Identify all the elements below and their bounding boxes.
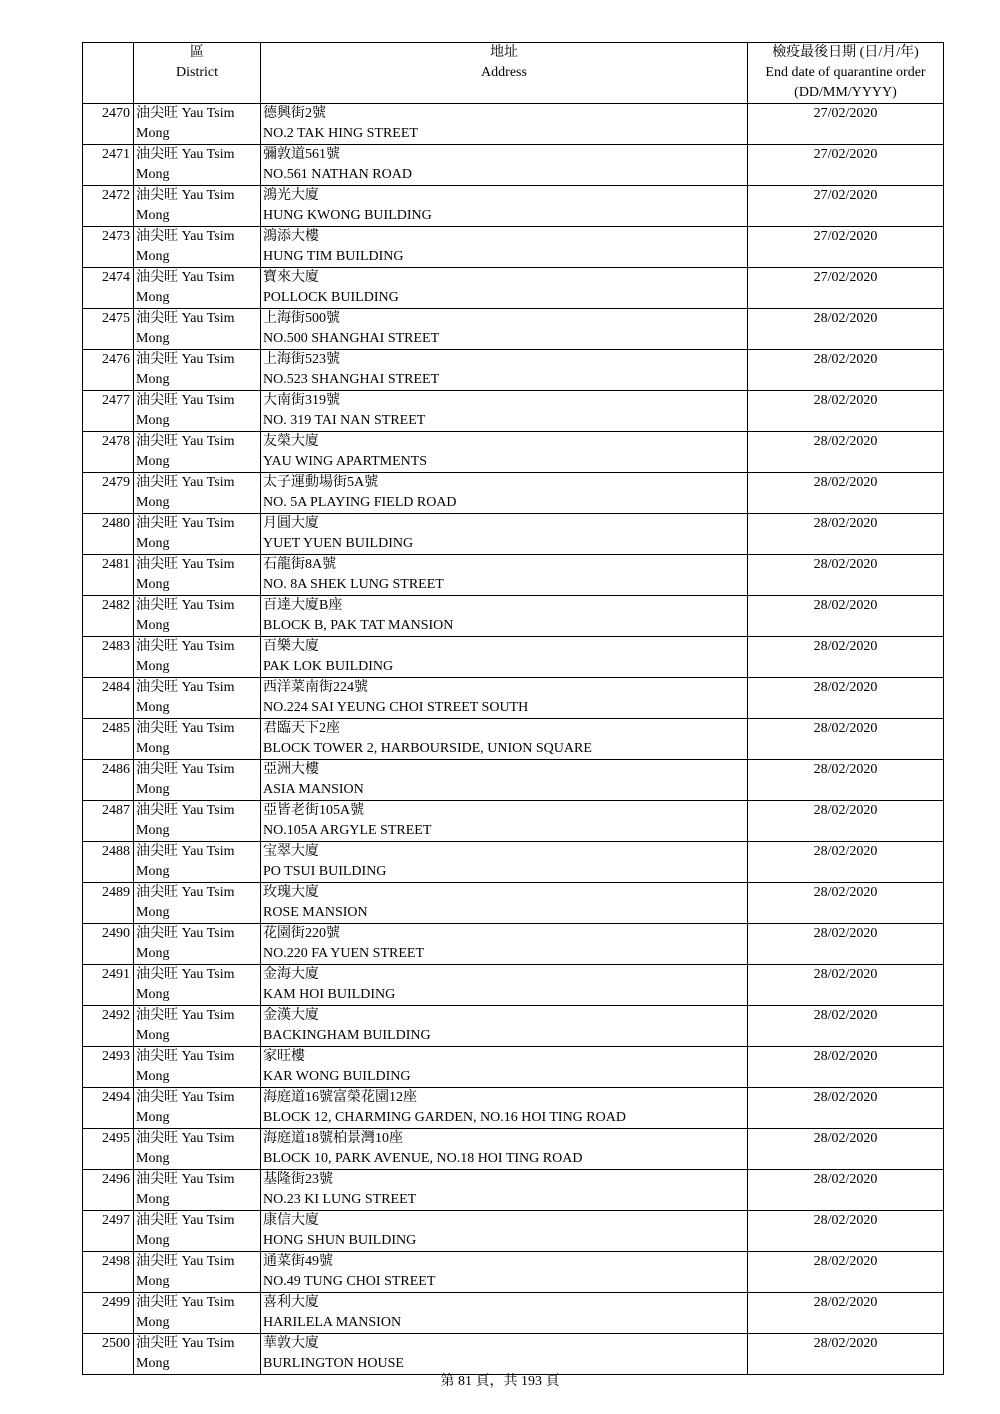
table-row xyxy=(83,104,944,145)
address-en: NO. 319 TAI NAN STREET xyxy=(263,413,426,428)
end-date-cell: 28/02/2020 xyxy=(748,1293,944,1334)
table-row xyxy=(83,473,944,514)
table-row xyxy=(83,801,944,842)
row-number: 2484 xyxy=(83,678,134,719)
address-zh: 百樂大廈 xyxy=(263,639,319,654)
table-row xyxy=(83,678,944,719)
row-number: 2479 xyxy=(83,473,134,514)
row-number: 2476 xyxy=(83,350,134,391)
address-en: NO.220 FA YUEN STREET xyxy=(263,946,424,961)
district-line-1: 油尖旺 Yau Tsim xyxy=(136,1008,235,1023)
address-zh: 通菜街49號 xyxy=(263,1254,333,1269)
district-cell xyxy=(134,473,261,514)
end-date-cell: 27/02/2020 xyxy=(748,186,944,227)
district-cell xyxy=(134,309,261,350)
end-date-cell: 28/02/2020 xyxy=(748,1252,944,1293)
district-cell xyxy=(134,1211,261,1252)
address-cell xyxy=(261,186,748,227)
table-row xyxy=(83,1293,944,1334)
row-number: 2491 xyxy=(83,965,134,1006)
address-cell xyxy=(261,1293,748,1334)
district-cell xyxy=(134,924,261,965)
end-date-cell: 28/02/2020 xyxy=(748,391,944,432)
address-en: KAM HOI BUILDING xyxy=(263,987,396,1002)
district-line-1: 油尖旺 Yau Tsim xyxy=(136,803,235,818)
address-cell xyxy=(261,883,748,924)
row-number: 2486 xyxy=(83,760,134,801)
address-cell xyxy=(261,555,748,596)
district-line-1: 油尖旺 Yau Tsim xyxy=(136,1131,235,1146)
address-cell xyxy=(261,1006,748,1047)
district-line-2: Mong xyxy=(136,659,170,674)
row-number: 2475 xyxy=(83,309,134,350)
district-cell xyxy=(134,1129,261,1170)
row-number: 2492 xyxy=(83,1006,134,1047)
district-cell xyxy=(134,227,261,268)
address-zh: 華敦大廈 xyxy=(263,1336,319,1351)
end-date-cell: 28/02/2020 xyxy=(748,1047,944,1088)
table-row xyxy=(83,1252,944,1293)
header-end-date xyxy=(748,43,944,104)
row-number: 2480 xyxy=(83,514,134,555)
address-zh: 寶來大廈 xyxy=(263,270,319,285)
table-row xyxy=(83,965,944,1006)
address-cell xyxy=(261,1047,748,1088)
row-number: 2481 xyxy=(83,555,134,596)
district-line-2: Mong xyxy=(136,167,170,182)
row-number: 2482 xyxy=(83,596,134,637)
district-cell xyxy=(134,678,261,719)
district-line-2: Mong xyxy=(136,249,170,264)
district-cell xyxy=(134,391,261,432)
end-date-cell: 27/02/2020 xyxy=(748,145,944,186)
table-row xyxy=(83,1129,944,1170)
row-number: 2470 xyxy=(83,104,134,145)
row-number: 2500 xyxy=(83,1334,134,1375)
table-row xyxy=(83,1006,944,1047)
row-number: 2477 xyxy=(83,391,134,432)
end-date-cell: 28/02/2020 xyxy=(748,350,944,391)
address-en: BLOCK 10, PARK AVENUE, NO.18 HOI TING ROAD xyxy=(263,1151,583,1166)
table-row xyxy=(83,1047,944,1088)
header-district-zh: 區 xyxy=(190,45,204,60)
district-cell xyxy=(134,719,261,760)
district-line-2: Mong xyxy=(136,1356,170,1371)
end-date-cell: 28/02/2020 xyxy=(748,1129,944,1170)
district-cell xyxy=(134,1006,261,1047)
district-cell xyxy=(134,637,261,678)
end-date-cell: 28/02/2020 xyxy=(748,1170,944,1211)
district-line-1: 油尖旺 Yau Tsim xyxy=(136,844,235,859)
page-number: 第 81 頁，共 193 頁 xyxy=(440,1374,560,1389)
end-date-cell: 27/02/2020 xyxy=(748,227,944,268)
end-date-cell: 28/02/2020 xyxy=(748,637,944,678)
address-zh: 金漢大廈 xyxy=(263,1008,319,1023)
district-cell xyxy=(134,1170,261,1211)
table-row xyxy=(83,227,944,268)
table-row xyxy=(83,268,944,309)
district-line-2: Mong xyxy=(136,987,170,1002)
address-zh: 彌敦道561號 xyxy=(263,147,340,162)
district-line-1: 油尖旺 Yau Tsim xyxy=(136,311,235,326)
district-cell xyxy=(134,1293,261,1334)
address-en: HARILELA MANSION xyxy=(263,1315,402,1330)
address-zh: 西洋菜南街224號 xyxy=(263,680,368,695)
district-cell xyxy=(134,555,261,596)
address-en: HONG SHUN BUILDING xyxy=(263,1233,417,1248)
district-line-1: 油尖旺 Yau Tsim xyxy=(136,1295,235,1310)
district-line-1: 油尖旺 Yau Tsim xyxy=(136,516,235,531)
address-cell xyxy=(261,760,748,801)
row-number: 2485 xyxy=(83,719,134,760)
address-cell xyxy=(261,1129,748,1170)
end-date-cell: 28/02/2020 xyxy=(748,514,944,555)
address-en: NO.523 SHANGHAI STREET xyxy=(263,372,440,387)
district-line-1: 油尖旺 Yau Tsim xyxy=(136,1049,235,1064)
header-address xyxy=(261,43,748,104)
district-line-1: 油尖旺 Yau Tsim xyxy=(136,434,235,449)
address-cell xyxy=(261,432,748,473)
district-line-1: 油尖旺 Yau Tsim xyxy=(136,639,235,654)
district-cell xyxy=(134,801,261,842)
row-number: 2489 xyxy=(83,883,134,924)
address-cell xyxy=(261,596,748,637)
end-date-cell: 28/02/2020 xyxy=(748,473,944,514)
address-zh: 花園街220號 xyxy=(263,926,340,941)
district-line-2: Mong xyxy=(136,905,170,920)
table-row xyxy=(83,637,944,678)
address-cell xyxy=(261,350,748,391)
address-en: ASIA MANSION xyxy=(263,782,364,797)
table-row xyxy=(83,883,944,924)
address-cell xyxy=(261,1211,748,1252)
end-date-cell: 28/02/2020 xyxy=(748,432,944,473)
row-number: 2474 xyxy=(83,268,134,309)
district-cell xyxy=(134,145,261,186)
header-date-zh: 檢疫最後日期 (日/月/年) xyxy=(772,45,919,60)
address-en: NO.500 SHANGHAI STREET xyxy=(263,331,440,346)
table-row xyxy=(83,309,944,350)
address-cell xyxy=(261,514,748,555)
header-date-en: End date of quarantine order xyxy=(765,65,926,80)
row-number: 2471 xyxy=(83,145,134,186)
district-line-1: 油尖旺 Yau Tsim xyxy=(136,229,235,244)
district-line-1: 油尖旺 Yau Tsim xyxy=(136,475,235,490)
district-line-1: 油尖旺 Yau Tsim xyxy=(136,926,235,941)
address-cell xyxy=(261,268,748,309)
end-date-cell: 28/02/2020 xyxy=(748,1334,944,1375)
end-date-cell: 28/02/2020 xyxy=(748,965,944,1006)
address-en: BURLINGTON HOUSE xyxy=(263,1356,404,1371)
address-zh: 德興街2號 xyxy=(263,106,326,121)
district-line-1: 油尖旺 Yau Tsim xyxy=(136,1090,235,1105)
address-cell xyxy=(261,678,748,719)
end-date-cell: 27/02/2020 xyxy=(748,268,944,309)
table-row xyxy=(83,760,944,801)
address-en: YUET YUEN BUILDING xyxy=(263,536,414,551)
address-zh: 金海大廈 xyxy=(263,967,319,982)
table-row xyxy=(83,145,944,186)
address-zh: 月圓大廈 xyxy=(263,516,319,531)
address-zh: 喜利大廈 xyxy=(263,1295,319,1310)
address-cell xyxy=(261,842,748,883)
district-line-2: Mong xyxy=(136,495,170,510)
address-en: YAU WING APARTMENTS xyxy=(263,454,428,469)
address-zh: 亞洲大樓 xyxy=(263,762,319,777)
district-cell xyxy=(134,596,261,637)
district-line-1: 油尖旺 Yau Tsim xyxy=(136,1336,235,1351)
address-en: NO.224 SAI YEUNG CHOI STREET SOUTH xyxy=(263,700,529,715)
row-number: 2497 xyxy=(83,1211,134,1252)
header-district xyxy=(134,43,261,104)
quarantine-address-table xyxy=(82,42,944,1375)
end-date-cell: 28/02/2020 xyxy=(748,1088,944,1129)
district-line-2: Mong xyxy=(136,413,170,428)
address-zh: 太子運動場街5A號 xyxy=(263,475,379,490)
end-date-cell: 28/02/2020 xyxy=(748,719,944,760)
district-line-1: 油尖旺 Yau Tsim xyxy=(136,598,235,613)
district-line-2: Mong xyxy=(136,1069,170,1084)
address-cell xyxy=(261,1334,748,1375)
district-cell xyxy=(134,432,261,473)
district-line-2: Mong xyxy=(136,823,170,838)
address-zh: 鴻添大樓 xyxy=(263,229,319,244)
district-line-1: 油尖旺 Yau Tsim xyxy=(136,1172,235,1187)
address-en: NO. 8A SHEK LUNG STREET xyxy=(263,577,444,592)
address-cell xyxy=(261,965,748,1006)
district-cell xyxy=(134,883,261,924)
address-en: PAK LOK BUILDING xyxy=(263,659,394,674)
address-zh: 鴻光大廈 xyxy=(263,188,319,203)
district-line-2: Mong xyxy=(136,946,170,961)
district-cell xyxy=(134,104,261,145)
end-date-cell: 28/02/2020 xyxy=(748,842,944,883)
address-cell xyxy=(261,719,748,760)
table-row xyxy=(83,1334,944,1375)
address-zh: 上海街523號 xyxy=(263,352,340,367)
end-date-cell: 28/02/2020 xyxy=(748,760,944,801)
district-line-2: Mong xyxy=(136,454,170,469)
address-zh: 百達大廈B座 xyxy=(263,598,343,613)
table-row xyxy=(83,1088,944,1129)
address-cell xyxy=(261,637,748,678)
end-date-cell: 28/02/2020 xyxy=(748,596,944,637)
district-cell xyxy=(134,760,261,801)
address-zh: 大南街319號 xyxy=(263,393,340,408)
address-zh: 康信大廈 xyxy=(263,1213,319,1228)
district-line-2: Mong xyxy=(136,208,170,223)
address-en: BLOCK B, PAK TAT MANSION xyxy=(263,618,454,633)
row-number: 2472 xyxy=(83,186,134,227)
table-row xyxy=(83,719,944,760)
district-line-2: Mong xyxy=(136,864,170,879)
address-cell xyxy=(261,1170,748,1211)
district-line-1: 油尖旺 Yau Tsim xyxy=(136,721,235,736)
district-line-2: Mong xyxy=(136,700,170,715)
end-date-cell: 28/02/2020 xyxy=(748,883,944,924)
row-number: 2490 xyxy=(83,924,134,965)
district-cell xyxy=(134,350,261,391)
address-en: KAR WONG BUILDING xyxy=(263,1069,411,1084)
address-zh: 海庭道18號柏景灣10座 xyxy=(263,1131,403,1146)
row-number: 2499 xyxy=(83,1293,134,1334)
district-cell xyxy=(134,514,261,555)
address-cell xyxy=(261,473,748,514)
header-address-zh: 地址 xyxy=(490,45,518,60)
table-row xyxy=(83,432,944,473)
district-line-1: 油尖旺 Yau Tsim xyxy=(136,147,235,162)
district-cell xyxy=(134,842,261,883)
address-en: HUNG TIM BUILDING xyxy=(263,249,404,264)
row-number: 2473 xyxy=(83,227,134,268)
address-zh: 海庭道16號富榮花園12座 xyxy=(263,1090,417,1105)
address-en: NO.49 TUNG CHOI STREET xyxy=(263,1274,436,1289)
header-district-en: District xyxy=(176,65,218,80)
district-cell xyxy=(134,268,261,309)
header-number xyxy=(83,43,134,104)
address-en: ROSE MANSION xyxy=(263,905,368,920)
district-cell xyxy=(134,1047,261,1088)
address-en: NO.2 TAK HING STREET xyxy=(263,126,418,141)
district-line-2: Mong xyxy=(136,1274,170,1289)
district-line-2: Mong xyxy=(136,126,170,141)
district-line-1: 油尖旺 Yau Tsim xyxy=(136,352,235,367)
district-line-2: Mong xyxy=(136,1028,170,1043)
table-row xyxy=(83,842,944,883)
address-en: BLOCK 12, CHARMING GARDEN, NO.16 HOI TING ROAD xyxy=(263,1110,626,1125)
end-date-cell: 27/02/2020 xyxy=(748,104,944,145)
table-row xyxy=(83,1170,944,1211)
table-body xyxy=(83,104,944,1375)
address-cell xyxy=(261,924,748,965)
end-date-cell: 28/02/2020 xyxy=(748,309,944,350)
district-cell xyxy=(134,1334,261,1375)
end-date-cell: 28/02/2020 xyxy=(748,801,944,842)
end-date-cell: 28/02/2020 xyxy=(748,678,944,719)
end-date-cell: 28/02/2020 xyxy=(748,555,944,596)
table-row xyxy=(83,514,944,555)
header-date-format: (DD/MM/YYYY) xyxy=(794,85,897,100)
district-line-1: 油尖旺 Yau Tsim xyxy=(136,1254,235,1269)
address-cell xyxy=(261,1252,748,1293)
district-cell xyxy=(134,186,261,227)
address-cell xyxy=(261,801,748,842)
address-cell xyxy=(261,227,748,268)
address-en: PO TSUI BUILDING xyxy=(263,864,387,879)
table-row xyxy=(83,1211,944,1252)
district-cell xyxy=(134,1252,261,1293)
district-line-1: 油尖旺 Yau Tsim xyxy=(136,557,235,572)
district-line-2: Mong xyxy=(136,1151,170,1166)
district-line-2: Mong xyxy=(136,1110,170,1125)
address-zh: 家旺樓 xyxy=(263,1049,305,1064)
district-line-2: Mong xyxy=(136,1315,170,1330)
district-line-2: Mong xyxy=(136,577,170,592)
district-line-2: Mong xyxy=(136,331,170,346)
address-zh: 亞皆老街105A號 xyxy=(263,803,365,818)
address-zh: 友榮大廈 xyxy=(263,434,319,449)
table-row xyxy=(83,555,944,596)
address-cell xyxy=(261,145,748,186)
row-number: 2496 xyxy=(83,1170,134,1211)
address-en: BLOCK TOWER 2, HARBOURSIDE, UNION SQUARE xyxy=(263,741,592,756)
address-en: POLLOCK BUILDING xyxy=(263,290,399,305)
district-line-2: Mong xyxy=(136,372,170,387)
address-en: HUNG KWONG BUILDING xyxy=(263,208,432,223)
table-row xyxy=(83,391,944,432)
district-line-2: Mong xyxy=(136,1192,170,1207)
address-zh: 宝翠大廈 xyxy=(263,844,319,859)
table-header-row xyxy=(83,43,944,104)
row-number: 2493 xyxy=(83,1047,134,1088)
row-number: 2483 xyxy=(83,637,134,678)
address-en: NO. 5A PLAYING FIELD ROAD xyxy=(263,495,457,510)
header-address-en: Address xyxy=(481,65,527,80)
table-row xyxy=(83,186,944,227)
address-en: BACKINGHAM BUILDING xyxy=(263,1028,431,1043)
address-cell xyxy=(261,391,748,432)
table-row xyxy=(83,924,944,965)
row-number: 2478 xyxy=(83,432,134,473)
district-line-1: 油尖旺 Yau Tsim xyxy=(136,106,235,121)
district-cell xyxy=(134,965,261,1006)
address-zh: 上海街500號 xyxy=(263,311,340,326)
district-line-2: Mong xyxy=(136,1233,170,1248)
end-date-cell: 28/02/2020 xyxy=(748,1211,944,1252)
district-cell xyxy=(134,1088,261,1129)
district-line-1: 油尖旺 Yau Tsim xyxy=(136,762,235,777)
address-zh: 玫瑰大廈 xyxy=(263,885,319,900)
district-line-1: 油尖旺 Yau Tsim xyxy=(136,1213,235,1228)
end-date-cell: 28/02/2020 xyxy=(748,1006,944,1047)
end-date-cell: 28/02/2020 xyxy=(748,924,944,965)
district-line-2: Mong xyxy=(136,536,170,551)
district-line-1: 油尖旺 Yau Tsim xyxy=(136,680,235,695)
address-en: NO.23 KI LUNG STREET xyxy=(263,1192,417,1207)
address-zh: 基隆街23號 xyxy=(263,1172,333,1187)
row-number: 2487 xyxy=(83,801,134,842)
address-zh: 君臨天下2座 xyxy=(263,721,340,736)
district-line-2: Mong xyxy=(136,741,170,756)
address-en: NO.105A ARGYLE STREET xyxy=(263,823,432,838)
address-cell xyxy=(261,1088,748,1129)
address-zh: 石龍街8A號 xyxy=(263,557,337,572)
row-number: 2495 xyxy=(83,1129,134,1170)
district-line-1: 油尖旺 Yau Tsim xyxy=(136,188,235,203)
district-line-1: 油尖旺 Yau Tsim xyxy=(136,393,235,408)
address-cell xyxy=(261,309,748,350)
row-number: 2488 xyxy=(83,842,134,883)
table-row xyxy=(83,350,944,391)
district-line-2: Mong xyxy=(136,618,170,633)
district-line-1: 油尖旺 Yau Tsim xyxy=(136,885,235,900)
district-line-2: Mong xyxy=(136,290,170,305)
table-row xyxy=(83,596,944,637)
address-en: NO.561 NATHAN ROAD xyxy=(263,167,412,182)
row-number: 2498 xyxy=(83,1252,134,1293)
district-line-1: 油尖旺 Yau Tsim xyxy=(136,270,235,285)
district-line-2: Mong xyxy=(136,782,170,797)
address-cell xyxy=(261,104,748,145)
district-line-1: 油尖旺 Yau Tsim xyxy=(136,967,235,982)
row-number: 2494 xyxy=(83,1088,134,1129)
